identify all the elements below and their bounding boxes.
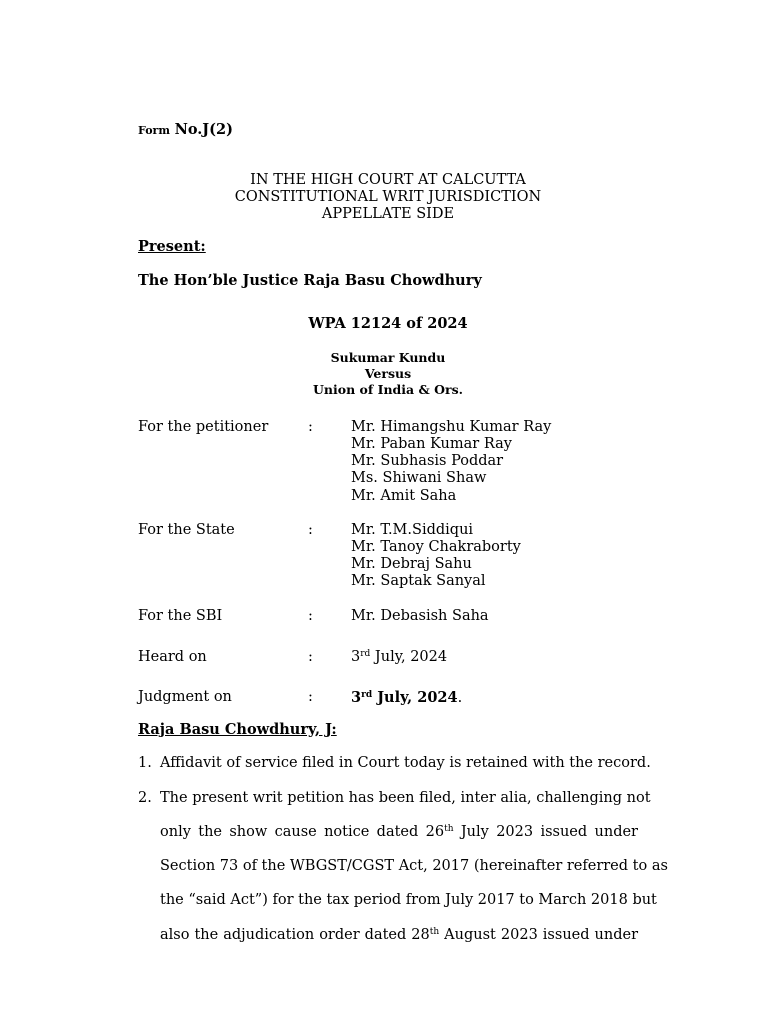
para-2-line-5-b: August 2023 issued under: [439, 927, 638, 943]
state-sep: :: [308, 522, 313, 538]
para-2-line-4: the “said Act”) for the tax period from July 2017 to March 2018 but: [160, 892, 657, 908]
sbi-sep: :: [308, 608, 313, 624]
heard-day: 3: [351, 649, 361, 665]
para-1-number: 1.: [138, 755, 152, 771]
versus: Versus: [364, 366, 412, 381]
para-1-text: Affidavit of service filed in Court today is retained with the record.: [160, 755, 651, 771]
petitioner-counsel-5: Mr. Amit Saha: [351, 488, 457, 504]
judgment-date: [351, 689, 462, 707]
petitioner-counsel-1: Mr. Himangshu Kumar Ray: [351, 419, 552, 435]
form-prefix: Form: [138, 124, 170, 137]
para-2-line-2-a: only the show cause notice dated 26: [160, 824, 445, 840]
heard-date: [351, 649, 447, 666]
respondent-party: Union of India & Ors.: [313, 382, 463, 397]
judgment-day: 3: [351, 689, 362, 706]
para-2-line-3: Section 73 of the WBGST/CGST Act, 2017 (hereinafter referred to as: [160, 858, 668, 874]
judgment-trailing-period: .: [457, 690, 463, 706]
author-heading: Raja Basu Chowdhury, J:: [138, 721, 337, 738]
petitioner-label: For the petitioner: [138, 419, 269, 435]
state-counsel-1: Mr. T.M.Siddiqui: [351, 522, 474, 538]
judgment-day-suffix: rd: [361, 690, 373, 700]
heard-sep: :: [308, 649, 313, 665]
state-counsel-4: Mr. Saptak Sanyal: [351, 573, 486, 589]
para-2-line-1: The present writ petition has been filed, inter alia, challenging not: [160, 790, 651, 806]
judgment-month-year: July, 2024: [372, 689, 458, 706]
para-2-line-2: [160, 824, 638, 841]
judgment-label: Judgment on: [138, 689, 232, 705]
para-2-line-2-sup: th: [444, 824, 454, 834]
petitioner-sep: :: [308, 419, 313, 435]
para-2-line-5: [160, 927, 638, 944]
petitioner-counsel-2: Mr. Paban Kumar Ray: [351, 436, 512, 452]
form-code: No.J(2): [174, 121, 233, 138]
sbi-label: For the SBI: [138, 608, 223, 624]
para-2-line-5-sup: th: [429, 927, 440, 937]
para-2-number: 2.: [138, 790, 152, 806]
heard-month-year: July, 2024: [370, 649, 448, 665]
judgment-sep: :: [308, 689, 313, 705]
para-2-line-5-a: also the adjudication order dated 28: [160, 927, 430, 943]
para-2-line-2-b: July 2023 issued under: [453, 824, 638, 840]
petitioner-party: Sukumar Kundu: [330, 350, 446, 365]
state-label: For the State: [138, 522, 235, 538]
jurisdiction: CONSTITUTIONAL WRIT JURISDICTION: [234, 189, 542, 205]
petitioner-counsel-3: Mr. Subhasis Poddar: [351, 453, 504, 469]
present-label: Present:: [138, 238, 206, 255]
state-counsel-3: Mr. Debraj Sahu: [351, 556, 472, 572]
heard-day-suffix: rd: [360, 649, 371, 659]
judge-name: The Hon’ble Justice Raja Basu Chowdhury: [138, 272, 482, 289]
petitioner-counsel-4: Ms. Shiwani Shaw: [351, 470, 487, 486]
side: APPELLATE SIDE: [321, 206, 455, 222]
court-name: IN THE HIGH COURT AT CALCUTTA: [250, 172, 526, 188]
state-counsel-2: Mr. Tanoy Chakraborty: [351, 539, 521, 555]
form-number: [138, 121, 233, 139]
heard-label: Heard on: [138, 649, 207, 665]
case-number: WPA 12124 of 2024: [308, 315, 468, 332]
sbi-counsel-1: Mr. Debasish Saha: [351, 608, 489, 624]
